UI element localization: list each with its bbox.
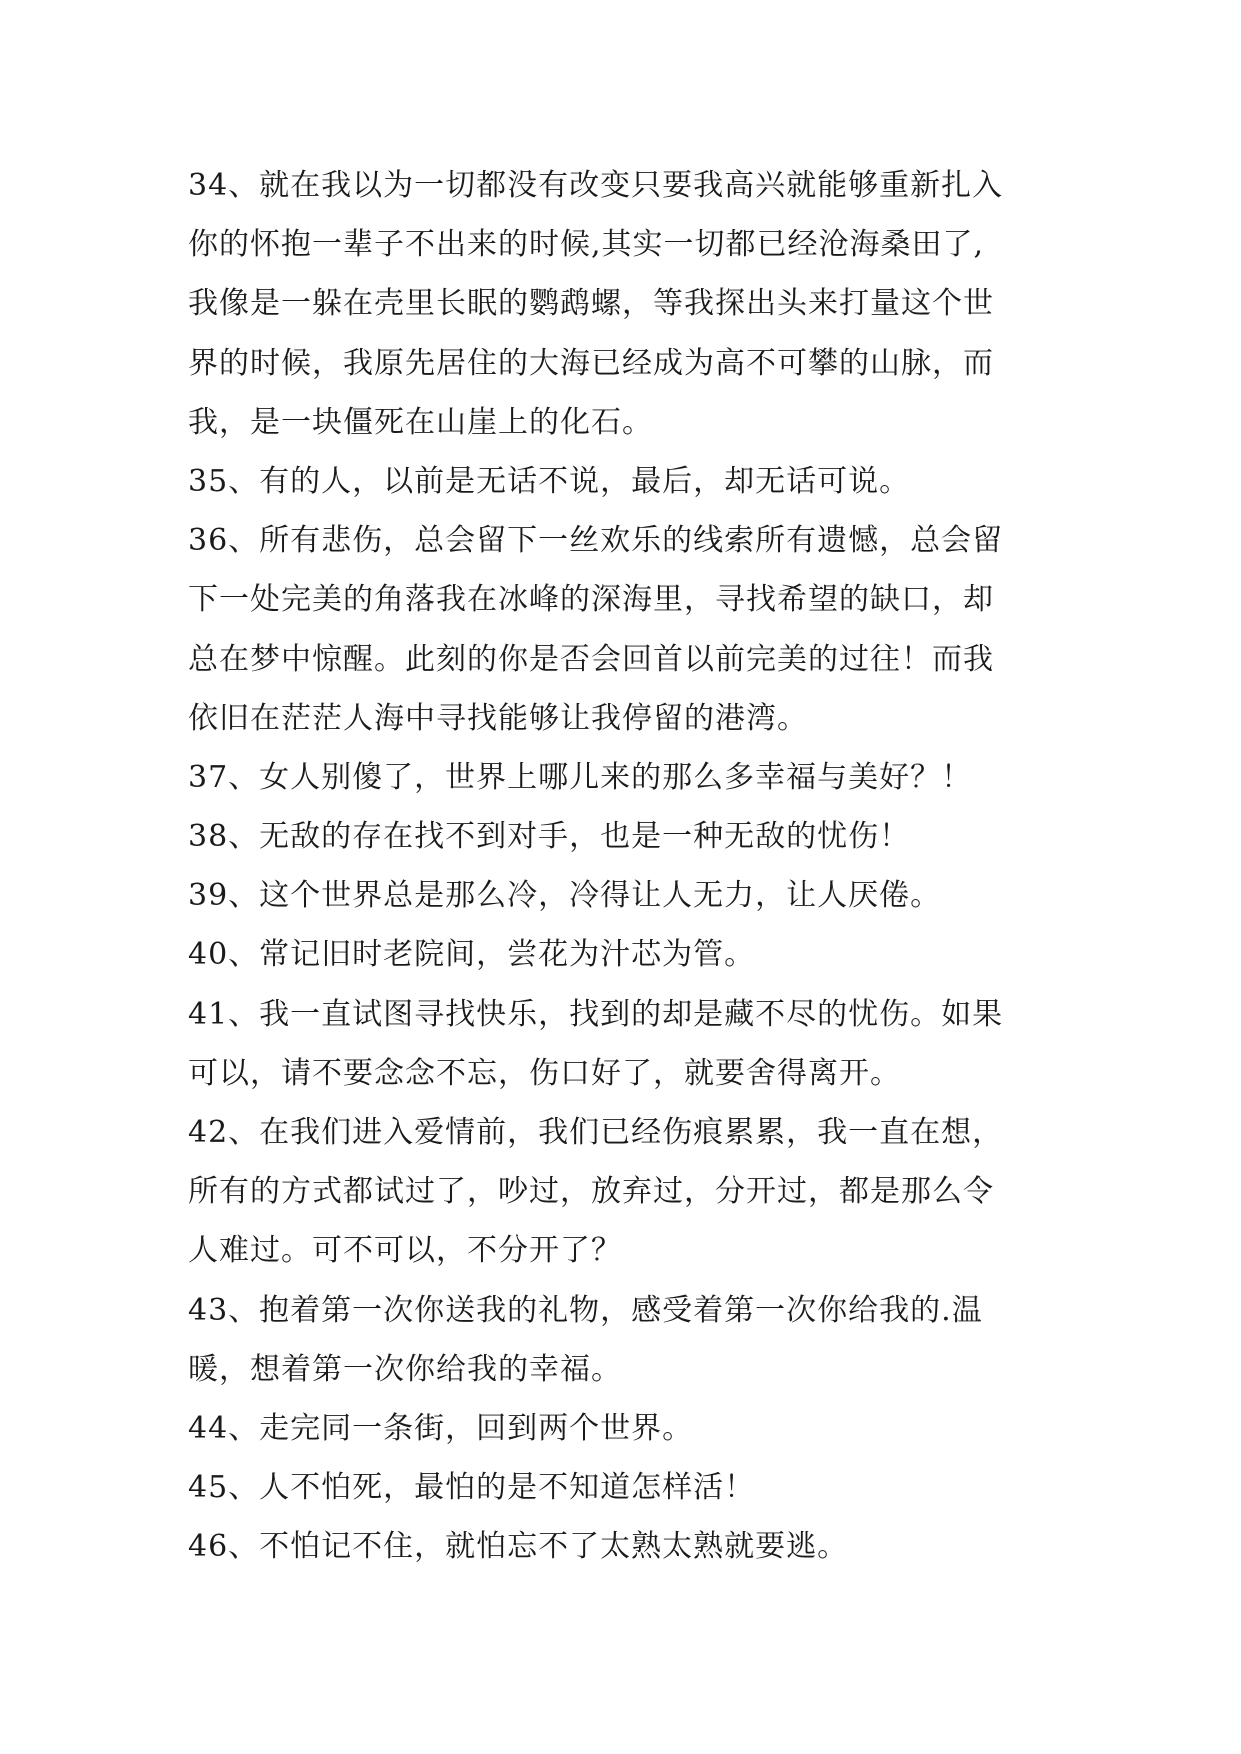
text-line: 42、在我们进入爱情前，我们已经伤痕累累，我一直在想， (188, 1115, 1004, 1150)
text-line: 暖，想着第一次你给我的幸福。 (188, 1351, 622, 1387)
text-line: 44、走完同一条街，回到两个世界。 (188, 1410, 694, 1446)
text-line: 下一处完美的角落我在冰峰的深海里，寻找希望的缺口，却 (188, 582, 994, 618)
text-line: 你的怀抱一辈子不出来的时候,其实一切都已经沧海桑田了, (188, 227, 985, 263)
text-line: 36、所有悲伤，总会留下一丝欢乐的线索所有遗憾，总会留 (188, 523, 1004, 559)
text-line: 界的时候，我原先居住的大海已经成为高不可攀的山脉，而 (188, 345, 994, 381)
text-line: 46、不怕记不住，就怕忘不了太熟太熟就要逃。 (188, 1529, 849, 1565)
text-line: 35、有的人，以前是无话不说，最后，却无话可说。 (188, 463, 911, 499)
text-line: 41、我一直试图寻找快乐，找到的却是藏不尽的忧伤。如果 (188, 996, 1004, 1032)
text-line: 34、就在我以为一切都没有改变只要我高兴就能够重新扎入 (188, 168, 1004, 203)
text-line: 38、无敌的存在找不到对手，也是一种无敌的忧伤！ (188, 819, 911, 855)
text-line: 39、这个世界总是那么冷，冷得让人无力，让人厌倦。 (188, 878, 942, 914)
text-line: 所有的方式都试过了，吵过，放弃过，分开过，都是那么令 (188, 1174, 994, 1210)
document-body (188, 156, 1068, 1577)
text-line: 37、女人别傻了，世界上哪儿来的那么多幸福与美好？！ (188, 759, 973, 795)
text-line: 我像是一躲在壳里长眠的鹦鹉螺，等我探出头来打量这个世 (188, 286, 994, 322)
text-line: 总在梦中惊醒。此刻的你是否会回首以前完美的过往！而我 (188, 641, 994, 677)
text-line: 我，是一块僵死在山崖上的化石。 (188, 404, 653, 440)
text-line: 43、抱着第一次你送我的礼物，感受着第一次你给我的.温 (188, 1292, 983, 1328)
text-line: 40、常记旧时老院间，尝花为汁芯为管。 (188, 937, 756, 973)
text-line: 45、人不怕死，最怕的是不知道怎样活！ (188, 1470, 756, 1506)
text-line: 依旧在茫茫人海中寻找能够让我停留的港湾。 (188, 700, 808, 736)
text-line: 人难过。可不可以，不分开了？ (188, 1233, 622, 1269)
text-line: 可以，请不要念念不忘，伤口好了，就要舍得离开。 (188, 1055, 901, 1091)
